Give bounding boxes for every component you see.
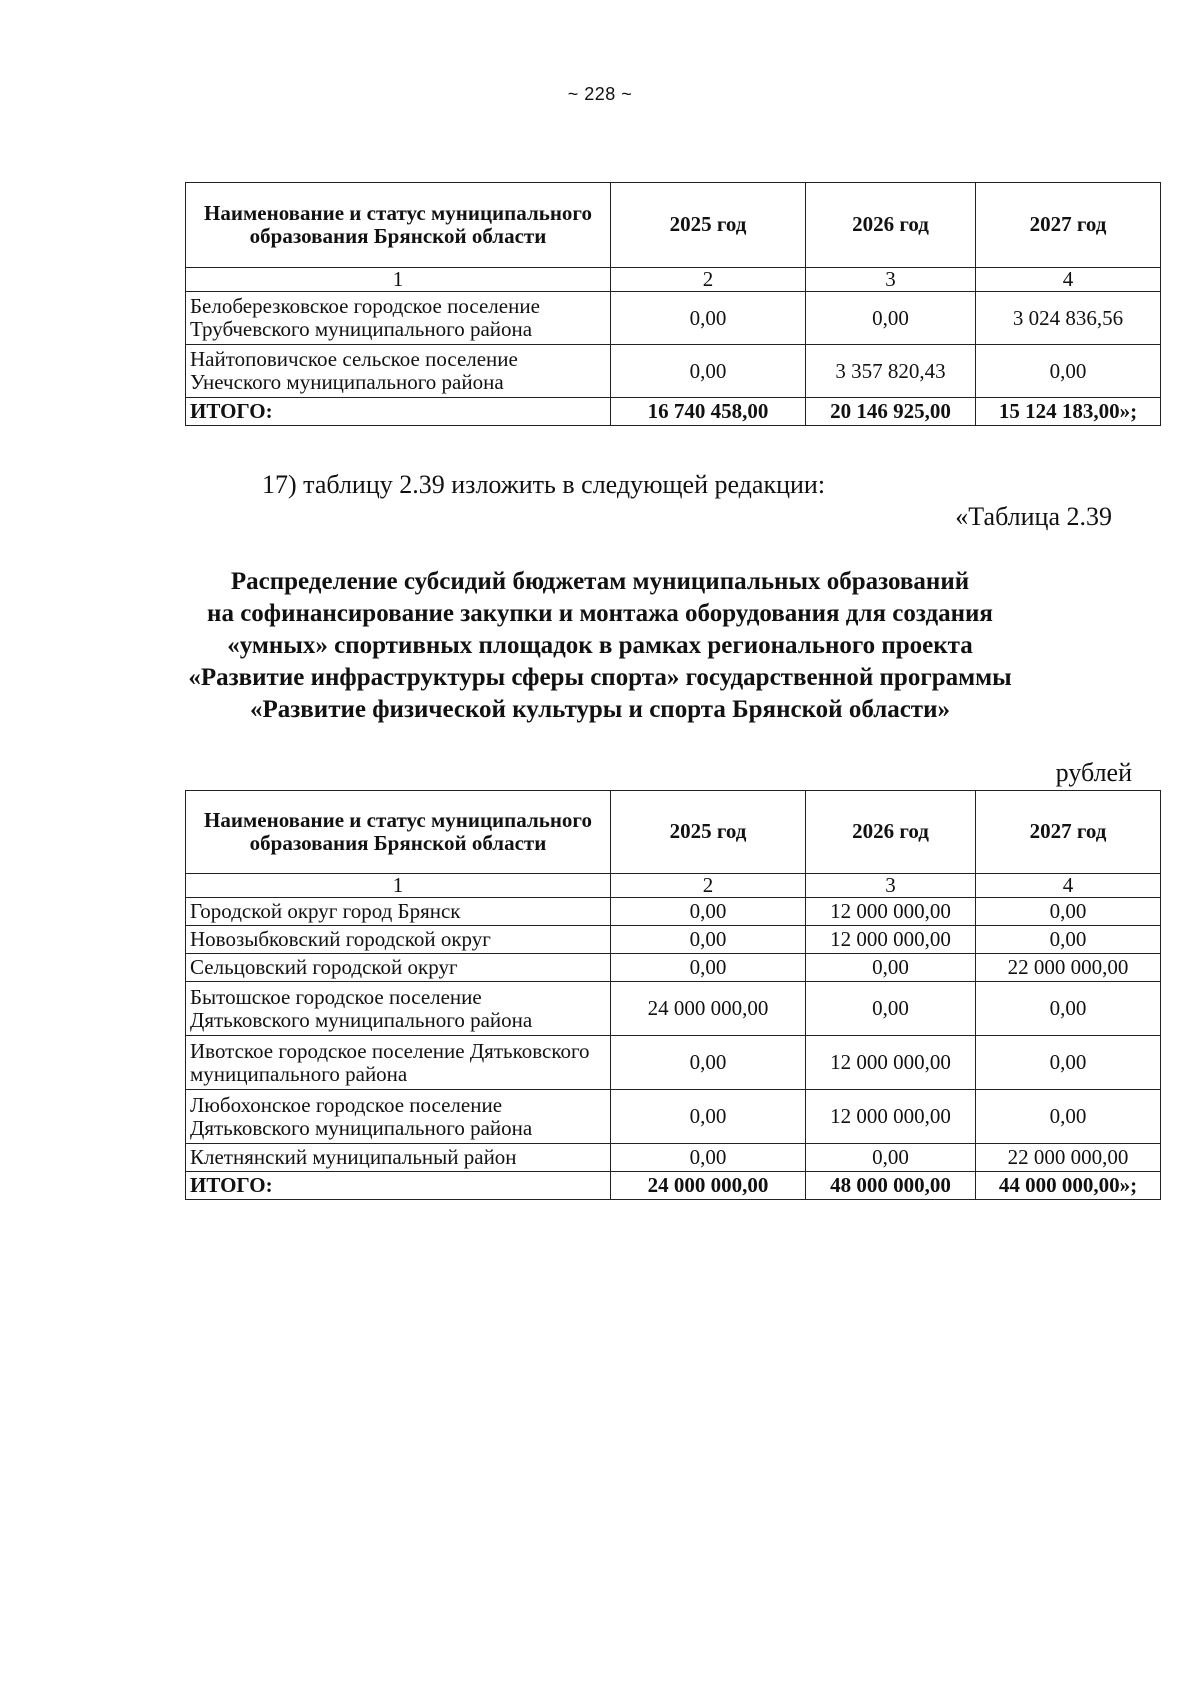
total-2026: 20 146 925,00	[806, 398, 976, 426]
units-label: рублей	[1055, 758, 1132, 787]
header-name: Наименование и статус муниципального образования Брянской области	[186, 183, 611, 268]
value-2027: 0,00	[976, 345, 1161, 398]
table-row	[186, 1090, 1161, 1144]
header-2025: 2025 год	[611, 183, 806, 268]
municipality-name: Сельцовский городской округ	[186, 954, 611, 982]
index-cell: 3	[806, 874, 976, 898]
value-2025: 0,00	[611, 1090, 806, 1144]
value-2026: 12 000 000,00	[806, 926, 976, 954]
total-row	[186, 398, 1161, 426]
total-2025: 24 000 000,00	[611, 1172, 806, 1200]
value-2027: 3 024 836,56	[976, 292, 1161, 345]
total-2025: 16 740 458,00	[611, 398, 806, 426]
value-2025: 0,00	[611, 345, 806, 398]
value-2025: 0,00	[611, 926, 806, 954]
municipality-name: Новозыбковский городской округ	[186, 926, 611, 954]
heading-line: Распределение субсидий бюджетам муниципальных образований	[230, 568, 970, 595]
municipality-name: Городской округ город Брянск	[186, 898, 611, 926]
municipality-name: Найтоповичское сельское поселение Унечского муниципального района	[186, 345, 611, 398]
value-2025: 0,00	[611, 1144, 806, 1172]
index-cell: 1	[186, 268, 611, 292]
value-2025: 24 000 000,00	[611, 982, 806, 1036]
value-2025: 0,00	[611, 1036, 806, 1090]
table-row	[186, 898, 1161, 926]
table-row	[186, 292, 1161, 345]
header-name: Наименование и статус муниципального образования Брянской области	[186, 791, 611, 874]
index-cell: 4	[976, 268, 1161, 292]
value-2025: 0,00	[611, 898, 806, 926]
total-label: ИТОГО:	[186, 398, 611, 426]
value-2027: 22 000 000,00	[976, 954, 1161, 982]
page-number: ~ 228 ~	[567, 84, 633, 104]
heading-line: «Развитие инфраструктуры сферы спорта» государственной программы	[188, 664, 1012, 691]
value-2026: 0,00	[806, 1144, 976, 1172]
table-header-row	[186, 791, 1161, 874]
header-2026: 2026 год	[806, 183, 976, 268]
value-2027: 0,00	[976, 1090, 1161, 1144]
heading-line: на софинансирование закупки и монтажа оборудования для создания	[207, 600, 993, 627]
table-header-row	[186, 183, 1161, 268]
value-2027: 22 000 000,00	[976, 1144, 1161, 1172]
header-2026: 2026 год	[806, 791, 976, 874]
allocation-table-previous	[185, 182, 1161, 426]
total-2027: 15 124 183,00»;	[976, 398, 1161, 426]
value-2026: 0,00	[806, 982, 976, 1036]
value-2027: 0,00	[976, 982, 1161, 1036]
header-2025: 2025 год	[611, 791, 806, 874]
value-2026: 12 000 000,00	[806, 1036, 976, 1090]
index-cell: 3	[806, 268, 976, 292]
value-2026: 0,00	[806, 954, 976, 982]
value-2027: 0,00	[976, 926, 1161, 954]
municipality-name: Бытошское городское поселение Дятьковского муниципального района	[186, 982, 611, 1036]
table-heading	[150, 566, 1050, 726]
table-row	[186, 1144, 1161, 1172]
index-cell: 4	[976, 874, 1161, 898]
header-2027: 2027 год	[976, 791, 1161, 874]
municipality-name: Ивотское городское поселение Дятьковского муниципального района	[186, 1036, 611, 1090]
municipality-name: Белоберезковское городское поселение Трубчевского муниципального района	[186, 292, 611, 345]
table-row	[186, 926, 1161, 954]
heading-line: «умных» спортивных площадок в рамках регионального проекта	[227, 632, 973, 659]
table-row	[186, 345, 1161, 398]
value-2026: 3 357 820,43	[806, 345, 976, 398]
column-index-row	[186, 268, 1161, 292]
table-row	[186, 982, 1161, 1036]
total-2026: 48 000 000,00	[806, 1172, 976, 1200]
index-cell: 1	[186, 874, 611, 898]
municipality-name: Клетнянский муниципальный район	[186, 1144, 611, 1172]
total-row	[186, 1172, 1161, 1200]
index-cell: 2	[611, 268, 806, 292]
municipality-name: Любохонское городское поселение Дятьковского муниципального района	[186, 1090, 611, 1144]
value-2026: 12 000 000,00	[806, 1090, 976, 1144]
column-index-row	[186, 874, 1161, 898]
heading-line: «Развитие физической культуры и спорта Брянской области»	[249, 696, 950, 723]
value-2027: 0,00	[976, 1036, 1161, 1090]
table-row	[186, 954, 1161, 982]
total-label: ИТОГО:	[186, 1172, 611, 1200]
table-reference: «Таблица 2.39	[955, 502, 1112, 531]
value-2025: 0,00	[611, 292, 806, 345]
header-2027: 2027 год	[976, 183, 1161, 268]
allocation-table-2-39	[185, 790, 1161, 1200]
value-2026: 12 000 000,00	[806, 898, 976, 926]
index-cell: 2	[611, 874, 806, 898]
amendment-instruction: 17) таблицу 2.39 изложить в следующей редакции:	[262, 470, 826, 499]
value-2025: 0,00	[611, 954, 806, 982]
value-2026: 0,00	[806, 292, 976, 345]
value-2027: 0,00	[976, 898, 1161, 926]
total-2027: 44 000 000,00»;	[976, 1172, 1161, 1200]
table-row	[186, 1036, 1161, 1090]
